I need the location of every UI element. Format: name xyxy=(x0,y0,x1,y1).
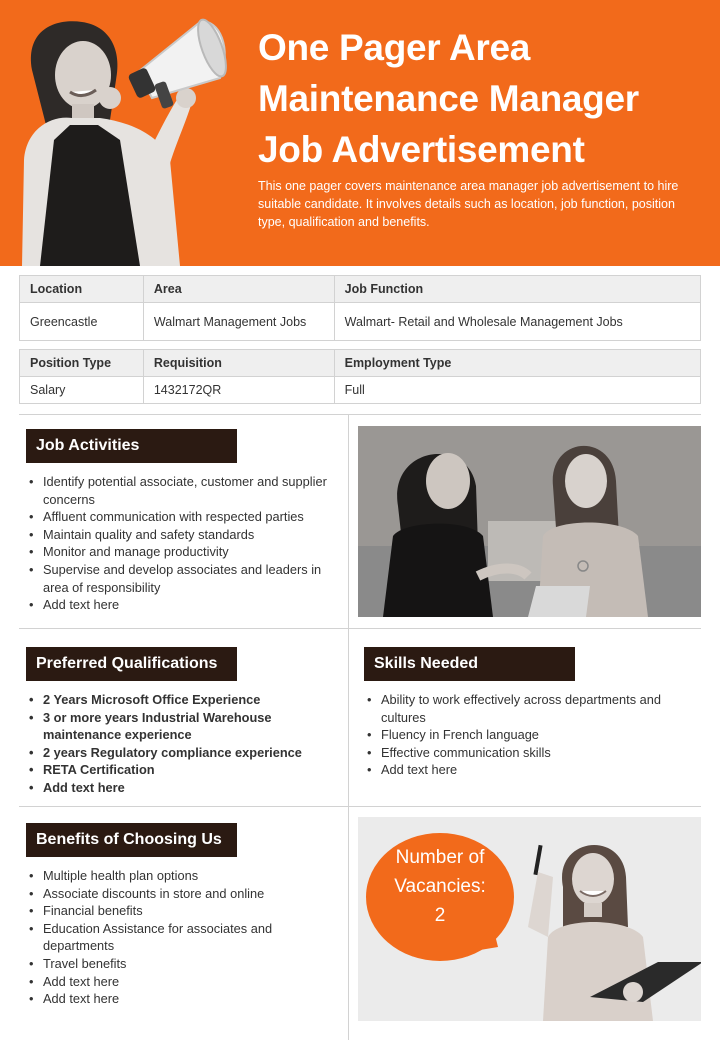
qualifications-title: Preferred Qualifications xyxy=(26,647,237,681)
page-subtitle: This one pager covers maintenance area manager job advertisement to hire suitable candidate. It involves details such as location, job function, position type, qualification and benefits. xyxy=(258,179,679,229)
megaphone-woman-photo xyxy=(10,0,235,266)
list-item: • 2 Years Microsoft Office Experience xyxy=(26,691,341,709)
qualifications-list xyxy=(26,691,341,797)
table-row xyxy=(20,377,701,404)
list-item: • Fluency in French language xyxy=(364,726,694,744)
value-area: Walmart Management Jobs xyxy=(143,303,334,341)
divider xyxy=(19,628,701,629)
colleagues-photo xyxy=(358,426,701,617)
colleagues-photo-image xyxy=(358,426,701,617)
value-location: Greencastle xyxy=(20,303,144,341)
job-activities-list xyxy=(26,473,341,614)
value-employment-type: Full xyxy=(334,377,700,404)
list-item: • RETA Certification xyxy=(26,761,341,779)
job-info-table-2 xyxy=(19,349,701,404)
header-employment-type: Employment Type xyxy=(334,350,700,377)
list-item: • Identify potential associate, customer and supplier concerns xyxy=(26,473,341,508)
list-item: • 2 years Regulatory compliance experience xyxy=(26,744,341,762)
list-item: • Add text here xyxy=(26,990,341,1008)
list-item: • Add text here xyxy=(26,779,341,797)
list-item: • Add text here xyxy=(364,761,694,779)
list-item: • Multiple health plan options xyxy=(26,867,341,885)
vacancies-line-1: Number of xyxy=(395,847,485,868)
list-item: • Effective communication skills xyxy=(364,744,694,762)
table-header-row xyxy=(20,350,701,377)
value-job-function: Walmart- Retail and Wholesale Management Jobs xyxy=(334,303,700,341)
vertical-divider xyxy=(348,414,349,1040)
page-title-line-2: Maintenance Manager xyxy=(258,78,639,119)
list-item: • Affluent communication with respected parties xyxy=(26,508,341,526)
job-info-table-1 xyxy=(19,275,701,341)
table-header-row xyxy=(20,276,701,303)
list-item: • Travel benefits xyxy=(26,955,341,973)
header-requisition: Requisition xyxy=(143,350,334,377)
vacancies-panel xyxy=(358,817,701,1021)
page-title-line-1: One Pager Area xyxy=(258,27,531,68)
list-item: • Monitor and manage productivity xyxy=(26,543,341,561)
page-title xyxy=(258,22,708,175)
header-area: Area xyxy=(143,276,334,303)
divider xyxy=(19,806,701,807)
benefits-list xyxy=(26,867,341,1008)
vacancies-line-2: Vacancies: xyxy=(394,876,486,897)
job-activities-title: Job Activities xyxy=(26,429,237,463)
header-location: Location xyxy=(20,276,144,303)
list-item: • Associate discounts in store and online xyxy=(26,885,341,903)
page-title-line-3: Job Advertisement xyxy=(258,129,585,170)
table-row xyxy=(20,303,701,341)
list-item: • Maintain quality and safety standards xyxy=(26,526,341,544)
value-position-type: Salary xyxy=(20,377,144,404)
header-position-type: Position Type xyxy=(20,350,144,377)
divider xyxy=(19,414,701,415)
skills-list xyxy=(364,691,694,779)
list-item: • Education Assistance for associates and departments xyxy=(26,920,341,955)
header-job-function: Job Function xyxy=(334,276,700,303)
skills-title: Skills Needed xyxy=(364,647,575,681)
benefits-title: Benefits of Choosing Us xyxy=(26,823,237,857)
header-banner xyxy=(0,0,720,266)
list-item: • Financial benefits xyxy=(26,902,341,920)
list-item: • Supervise and develop associates and leaders in area of responsibility xyxy=(26,561,341,596)
list-item: • Add text here xyxy=(26,973,341,991)
list-item: • 3 or more years Industrial Warehouse maintenance experience xyxy=(26,709,341,744)
value-requisition: 1432172QR xyxy=(143,377,334,404)
list-item: • Ability to work effectively across departments and cultures xyxy=(364,691,694,726)
vacancies-callout xyxy=(366,843,514,930)
vacancies-count: 2 xyxy=(434,905,446,926)
list-item: • Add text here xyxy=(26,596,341,614)
